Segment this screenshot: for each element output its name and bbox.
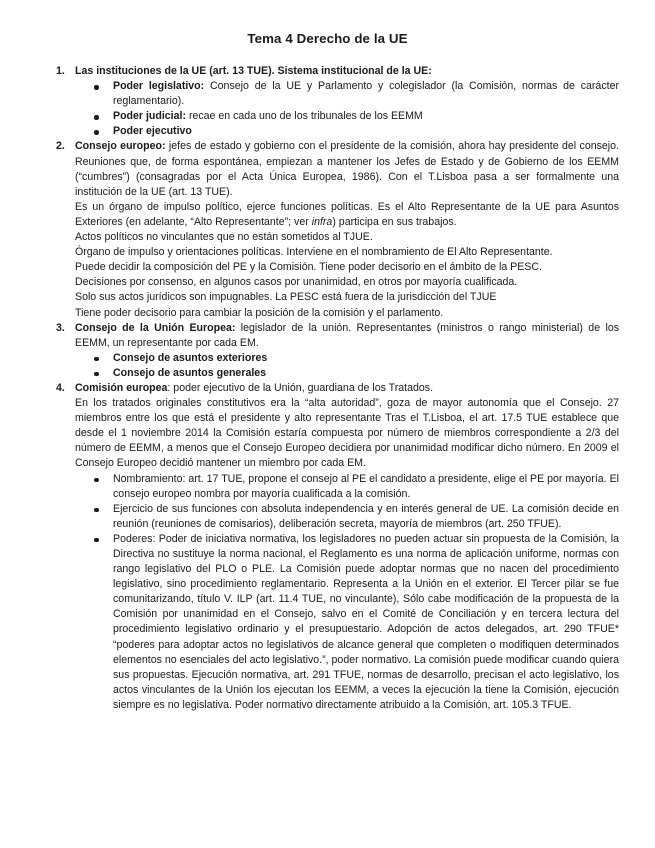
paragraph: Consejo de la Unión Europea: legislador de la unión. Representantes (ministros o rango ministerial) de los EEMM, un representante por cada EM. — [75, 321, 620, 349]
page-title: Tema 4 Derecho de la UE — [247, 31, 408, 46]
text-line: Actos políticos no vinculantes que no están sometidos al TJUE. — [75, 231, 373, 244]
text-line: Decisiones por consenso, en algunos casos por unanimidad, en otros por mayoría cualificada. — [75, 276, 518, 289]
bullet-list — [75, 79, 619, 139]
section-instituciones — [0, 64, 655, 139]
text-line: Puede decidir la composición del PE y la Comisión. Tiene poder decisorio en el ámbito de la PESC. — [75, 261, 542, 274]
bullet-list — [75, 472, 619, 714]
section-number: 2. — [56, 140, 65, 153]
list-item: Consejo de asuntos exteriores — [75, 351, 619, 366]
list-item: Poder ejecutivo — [75, 124, 619, 139]
text-line: Tiene poder decisorio para cambiar la posición de la comisión y el parlamento. — [75, 306, 444, 319]
list-item: Nombramiento: art. 17 TUE, propone el consejo al PE el candidato a presidente, elige el PE por mayoría. El consejo europeo nombra por mayoría cualificada a la comisión. — [75, 472, 619, 502]
bullet-list — [75, 351, 619, 381]
section-heading: Consejo de la Unión Europea: — [75, 321, 236, 334]
paragraph: Consejo europeo: jefes de estado y gobierno con el presidente de la comisión, ahora hay presidente del consejo. Reuniones que, de forma espontánea, empiezan a mantener los Jefes de Estado y de Gobierno de los EEMM (“cumbres”) (consagradas por el Acta Única Europea, 1986). Con el T.Lisboa pasa a ser formalmente una institución de la UE (art. 13 TUE). — [75, 140, 619, 198]
text-line: Solo sus actos jurídicos son impugnables. La PESC está fuera de la jurisdicción del TJUE — [75, 291, 497, 304]
section-consejo-europeo — [0, 139, 655, 320]
paragraph: En los tratados originales constitutivos era la “alta autoridad”, goza de mayor autonomía que el Consejo. 27 miembros entre los que está el presidente y alto representante Tras el T.Lisboa, el art. 17.5 TUE establece que desde el 1 noviembre 2014 la Comisión estaría compuesta por número de miembros correspondiente a 2/3 del número de EEMM, a menos que el Consejo Europeo decidiera por unanimidad modificar dicho número. En 2009 el Consejo Europeo decidió mantener un miembro por cada EM. — [75, 397, 619, 470]
section-heading: Comisión europea — [75, 381, 168, 394]
section-comision — [0, 381, 655, 713]
list-item: Consejo de asuntos generales — [75, 366, 619, 381]
section-heading: Las instituciones de la UE (art. 13 TUE). Sistema institucional de la UE: — [75, 65, 432, 77]
section-number: 4. — [56, 381, 65, 394]
paragraph: Comisión europea: poder ejecutivo de la Unión, guardiana de los Tratados. — [75, 381, 434, 394]
section-list — [0, 64, 655, 713]
section-heading: Consejo europeo: — [75, 140, 166, 153]
section-number: 1. — [56, 65, 65, 77]
paragraph: Es un órgano de impulso político, ejerce funciones políticas. Es el Alto Representante de la UE para Asuntos Exteriores (en adelante, “Alto Representante”; ver infra) participa en sus trabajos. — [75, 200, 619, 228]
section-consejo-ue — [0, 321, 655, 381]
text-line: Órgano de impulso y orientaciones políticas. Interviene en el nombramiento de El Alto Representante. — [75, 246, 553, 259]
list-item: Poderes: Poder de iniciativa normativa, los legisladores no pueden actuar sin propuesta de la Comisión, la Directiva no sustituye la norma nacional, el Reglamento es una norma de aplicación uniforme, normas con rango legislativo del PLO o PLE. La Comisión puede adoptar normas que no nacen del procedimiento legislativo, sino procedimiento reglamentario. Representa a la Unión en el exterior. El Tercer pilar se fue comunitarizando, título V. ILP (art. 11.4 TUE, no vinculante), Sólo cabe modificación de la propuesta de la Comisión por unanimidad en el Consejo, salvo en el Comité de Conciliación y en tercera lectura del procedimiento legislativo ordinario y el presupuestario. Adopción de actos delegados, art. 290 TFUE* “poderes para adoptar actos no legislativos de alcance general que completen o modifiquen determinados elementos no esenciales del acto legislativo.”, poder normativo. La comisión puede modificar cuando quiera sus propuestas. Ejecución normativa, art. 291 TFUE, normas de desarrollo, precisan el acto legislativo, los actos vinculantes de la Unión los ejecutan los EEMM, a veces la ejecución la tiene la Comisión, ejecución siempre es no legislativa. Poder normativo directamente atribuido a la Comisión, art. 105.3 TFUE. — [75, 532, 619, 713]
list-item: Ejercicio de sus funciones con absoluta independencia y en interés general de UE. La comisión decide en reunión (reuniones de comisarios), deliberación secreta, mayoría de miembros (art. 250 TFUE). — [75, 502, 619, 532]
section-number: 3. — [56, 321, 65, 334]
list-item: Poder judicial: recae en cada uno de los tribunales de los EEMM — [75, 109, 619, 124]
list-item: Poder legislativo: Consejo de la UE y Parlamento y colegislador (la Comisión, normas de carácter reglamentario). — [75, 79, 619, 109]
